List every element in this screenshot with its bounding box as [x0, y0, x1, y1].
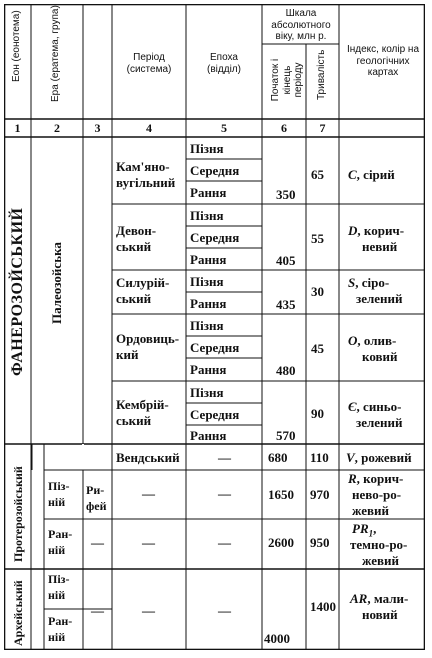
column-number: 7: [319, 121, 326, 135]
color-name: , сіро-: [355, 275, 390, 290]
column-number: 2: [54, 121, 60, 135]
group-riphean: Ри-: [86, 483, 105, 497]
era-late: Піз-: [48, 479, 70, 493]
epoch-label: Рання: [190, 428, 227, 443]
start-value: 680: [268, 450, 288, 465]
epoch-label: Середня: [190, 163, 240, 178]
color-name: жевий: [352, 503, 390, 518]
epoch-label: Середня: [190, 230, 240, 245]
era-late: Піз-: [48, 572, 70, 586]
color-name: ковий: [362, 349, 398, 364]
period-name: Кембрій-: [116, 397, 169, 412]
color-name: , синьо-: [356, 399, 402, 414]
start-value: 405: [276, 253, 296, 268]
header-era: Ера (ератема, група): [50, 5, 61, 102]
group-riphean: фей: [86, 499, 107, 513]
header-start-end: Початок і кінець періоду: [270, 58, 304, 102]
geochronological-table: [4, 4, 425, 650]
epoch-dash: —: [218, 486, 231, 501]
period-name: вугільний: [116, 175, 176, 190]
start-value: 435: [276, 297, 296, 312]
period-name: Ордовиць-: [116, 331, 180, 346]
column-number: 6: [281, 121, 287, 135]
color-name: , сірий: [356, 167, 395, 182]
epoch-label: Пізня: [190, 274, 224, 289]
era-late: ній: [48, 588, 66, 602]
era-early: ній: [48, 543, 66, 557]
epoch-dash: —: [218, 603, 231, 618]
start-value: 1650: [268, 487, 294, 502]
index-symbol: PR: [352, 521, 369, 536]
column-number: 3: [94, 121, 101, 135]
index-symbol: AR: [350, 591, 368, 606]
epoch-label: Рання: [190, 362, 227, 377]
color-name: нево-ро-: [352, 487, 402, 502]
duration-value: 30: [311, 284, 324, 299]
start-value: 350: [276, 187, 296, 202]
epoch-dash: —: [218, 450, 231, 465]
duration-value: 110: [310, 450, 329, 465]
index-color: [348, 224, 404, 237]
duration-value: 65: [311, 167, 324, 182]
epoch-label: Пізня: [190, 385, 224, 400]
eon-archean: Архейський: [11, 580, 25, 646]
start-value: 2600: [268, 535, 294, 550]
column-number: 5: [221, 121, 227, 135]
era-early: ній: [48, 630, 66, 644]
index-symbol: V: [346, 450, 355, 465]
duration-value: 970: [310, 487, 330, 502]
index-symbol: Є: [348, 399, 357, 414]
epoch-dash: —: [218, 535, 231, 550]
eon-phanerozoic: ФАНЕРОЗОЙСЬКИЙ: [9, 207, 26, 376]
era-early: Ран-: [48, 614, 73, 628]
epoch-label: Середня: [190, 407, 240, 422]
index-color: [348, 400, 402, 413]
header-index: Індекс, колір на геологічних картах: [346, 44, 420, 78]
index-symbol: S: [348, 275, 356, 290]
period-name: Силурій-: [116, 275, 170, 290]
period-vendian: Вендський: [116, 450, 180, 465]
index-symbol: R: [348, 471, 357, 486]
color-name: , корич-: [357, 223, 405, 238]
era-paleozoic: Палеозойська: [49, 242, 64, 324]
epoch-label: Рання: [190, 252, 227, 267]
color-name: , мали-: [367, 591, 409, 606]
index-color: [348, 276, 389, 289]
epoch-label: Рання: [190, 296, 227, 311]
index-subscript: 1: [368, 528, 374, 539]
group-dash: —: [91, 535, 104, 550]
era-early: Ран-: [48, 527, 73, 541]
column-number: 1: [14, 121, 21, 135]
end-value: 4000: [264, 631, 290, 646]
header-scale: Шкала абсолютного віку, млн р.: [271, 8, 331, 42]
header-epoch: Епоха (відділ): [207, 52, 241, 75]
period-name: Девон-: [116, 223, 157, 238]
epoch-label: Пізня: [190, 141, 224, 156]
header-period: Період (система): [126, 52, 172, 75]
index-symbol: D: [348, 223, 358, 238]
eon-proterozoic: Протерозойський: [11, 466, 25, 562]
era-late: ній: [48, 495, 66, 509]
color-name: невий: [362, 239, 398, 254]
color-name: жевий: [362, 553, 400, 568]
color-name: зелений: [356, 415, 403, 430]
duration-value: 90: [311, 406, 324, 421]
header-eon: Еон (еонотема): [11, 10, 22, 82]
duration-value: 950: [310, 535, 330, 550]
period-name: ський: [116, 413, 152, 428]
index-color: [348, 168, 395, 181]
start-value: 570: [276, 428, 296, 443]
index-symbol: O: [348, 333, 358, 348]
duration-value: 55: [311, 231, 324, 246]
epoch-label: Рання: [190, 185, 227, 200]
color-name: , рожевий: [354, 450, 412, 465]
duration-value: 45: [311, 341, 324, 356]
period-dash: —: [142, 486, 155, 501]
duration-value: 1400: [310, 599, 336, 614]
index-color: [348, 334, 396, 347]
period-name: Кам'яно-: [116, 159, 170, 174]
epoch-label: Пізня: [190, 208, 224, 223]
period-name: кий: [116, 347, 139, 362]
period-dash: —: [142, 535, 155, 550]
period-dash: —: [142, 603, 155, 618]
color-name: темно-ро-: [350, 537, 408, 552]
index-color: [348, 472, 403, 485]
color-name: новий: [362, 607, 398, 622]
period-name: ський: [116, 291, 152, 306]
color-name: ,: [373, 521, 377, 536]
color-name: , олив-: [357, 333, 397, 348]
column-number: 4: [146, 121, 152, 135]
start-value: 480: [276, 363, 296, 378]
period-name: ський: [116, 239, 152, 254]
index-color: [346, 451, 412, 464]
header-duration: Тривалість: [316, 49, 327, 100]
index-symbol: C: [348, 167, 357, 182]
epoch-label: Середня: [190, 340, 240, 355]
index-color: [350, 592, 408, 605]
group-dash: —: [91, 603, 104, 618]
epoch-label: Пізня: [190, 318, 224, 333]
color-name: , корич-: [356, 471, 404, 486]
color-name: зелений: [356, 291, 403, 306]
